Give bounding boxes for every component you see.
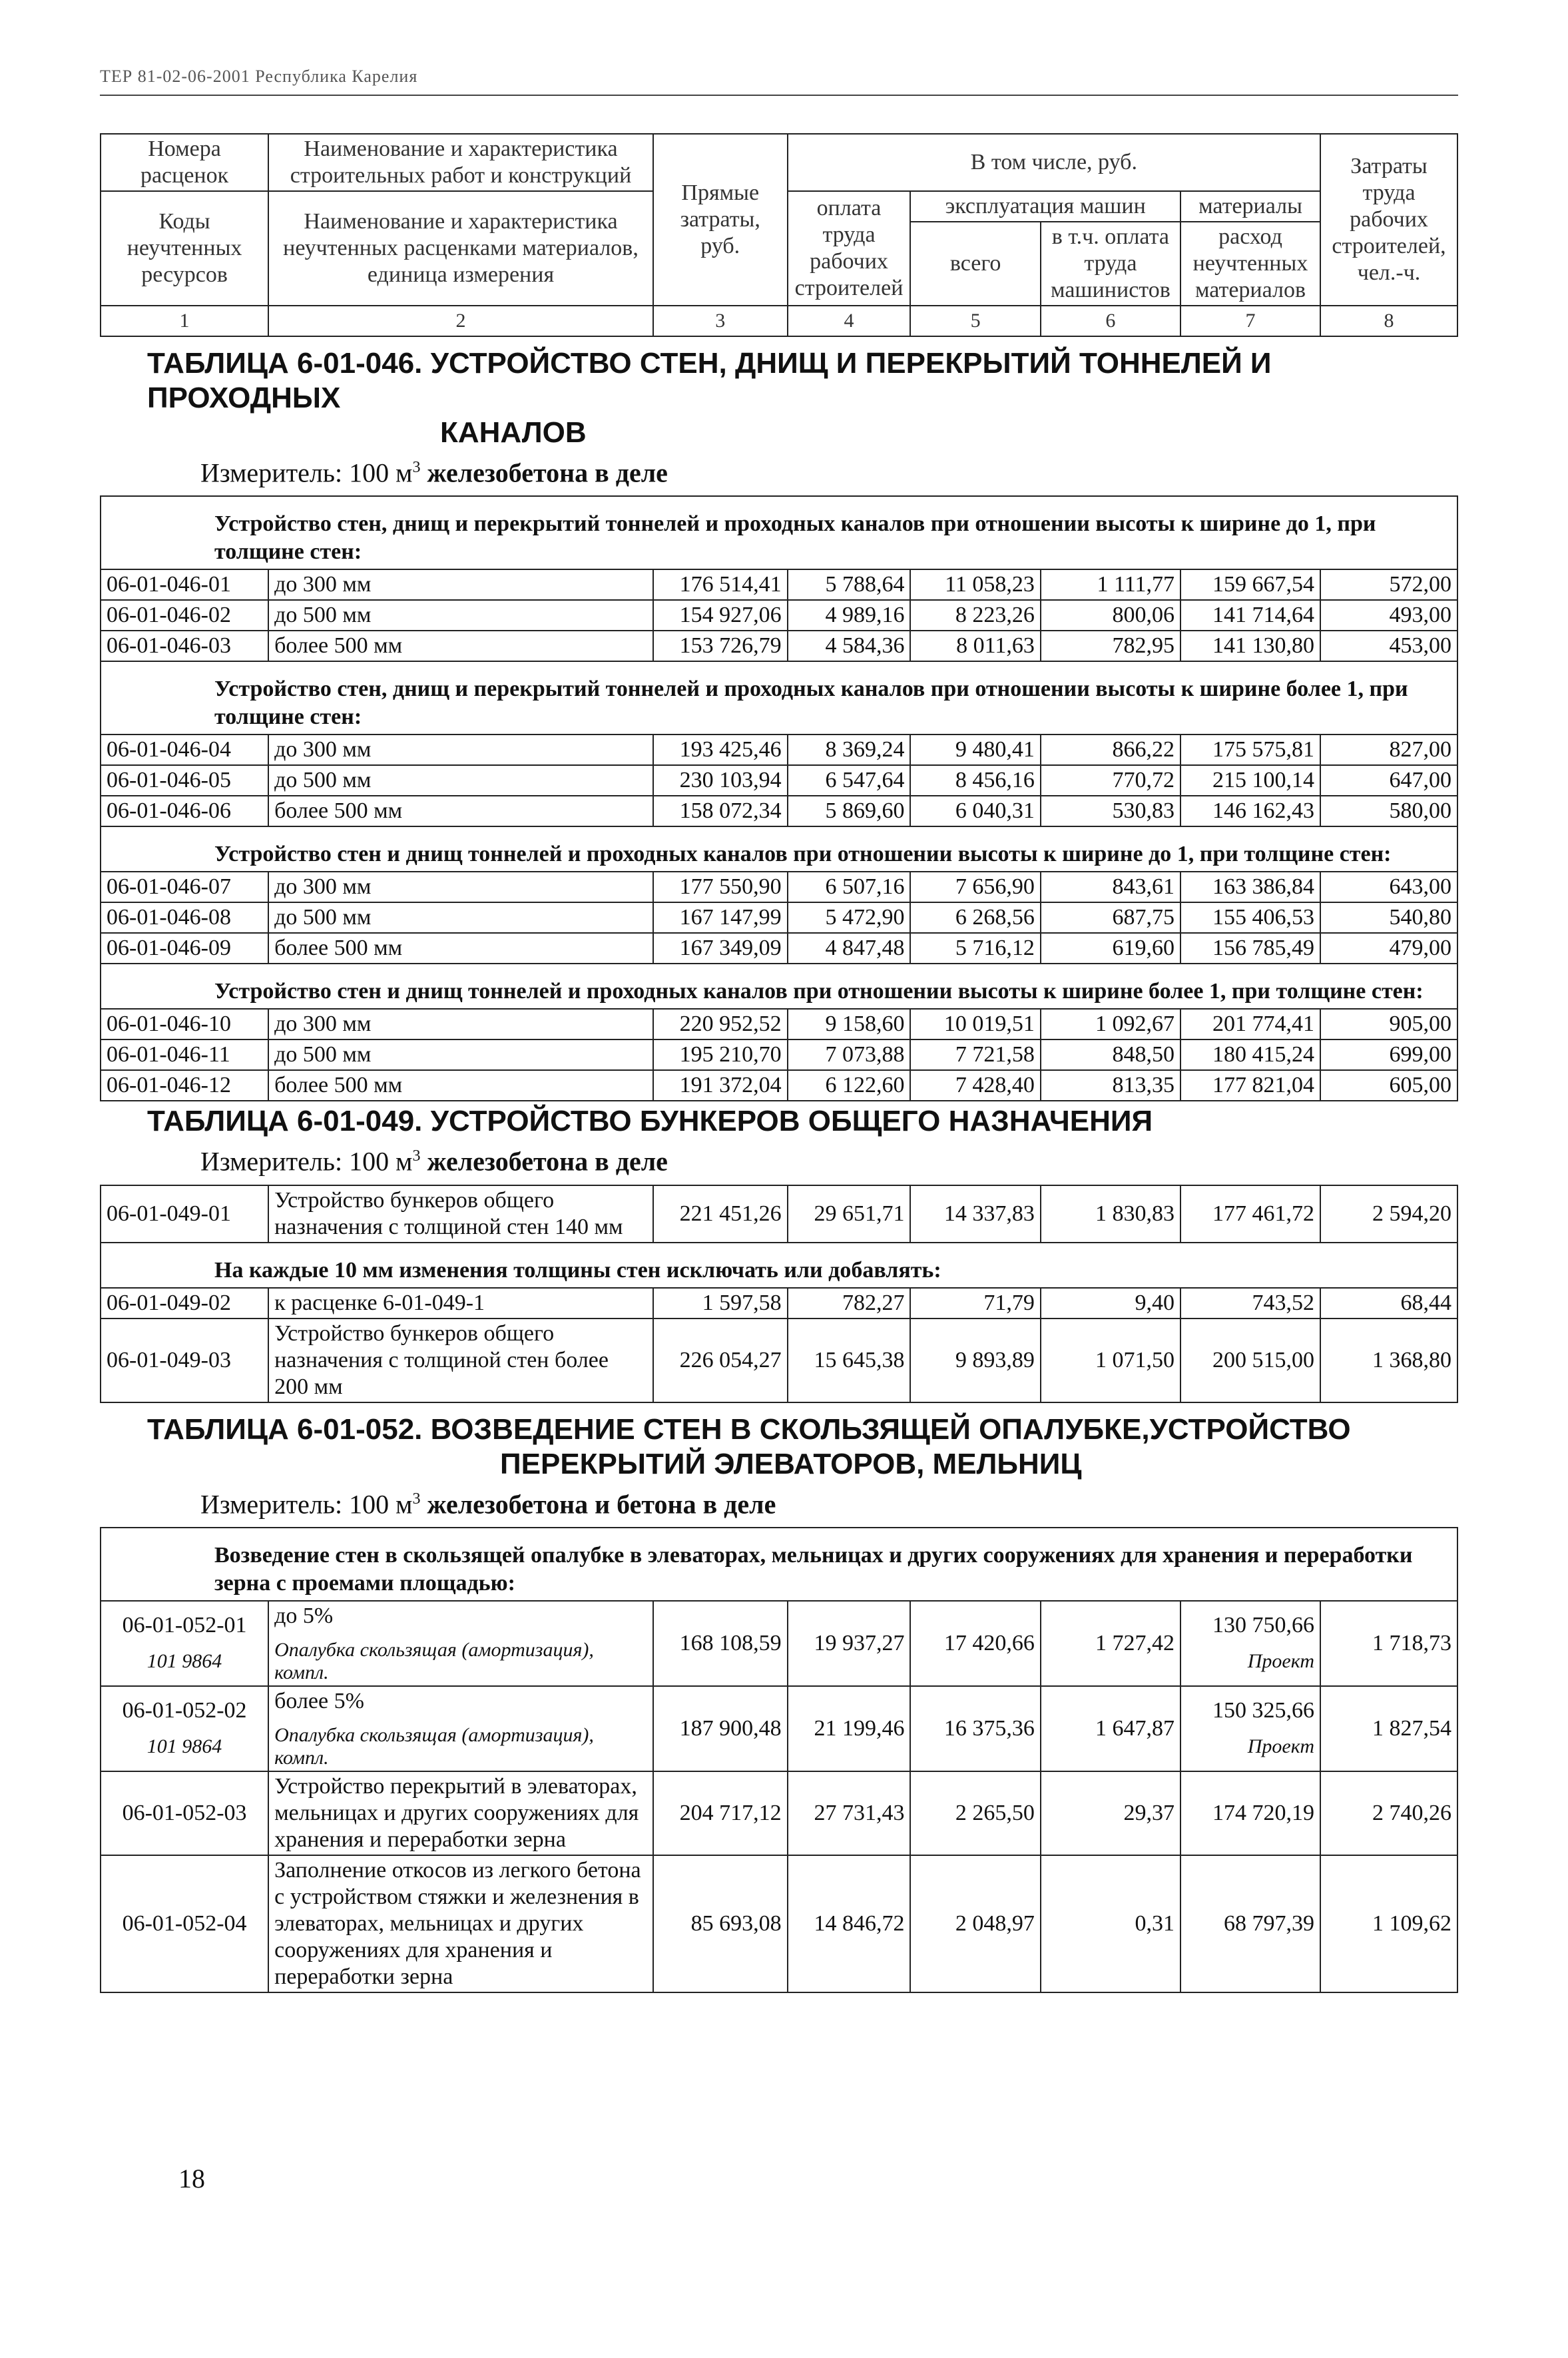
value-cell: 187 900,48	[653, 1686, 788, 1771]
value-cell: 230 103,94	[653, 765, 788, 796]
value-cell: 4 584,36	[788, 631, 911, 661]
unit-prefix: Измеритель: 100 м	[200, 1146, 413, 1177]
table-row	[101, 1070, 1457, 1101]
value-cell: 204 717,12	[653, 1771, 788, 1855]
table-header	[101, 134, 1457, 336]
rate-code: 06-01-049-01	[101, 1185, 268, 1243]
work-name: более 500 мм	[268, 1070, 653, 1101]
value-cell: 2 594,20	[1320, 1185, 1457, 1243]
value-cell: 9 158,60	[788, 1009, 911, 1039]
section-heading-row	[101, 826, 1457, 872]
value-cell: 19 937,27	[788, 1601, 911, 1686]
unit-sup: 3	[412, 1147, 421, 1165]
work-name: до 500 мм	[268, 600, 653, 631]
work-name: более 500 мм	[268, 933, 653, 964]
work-name	[268, 1686, 653, 1771]
table-row	[101, 872, 1457, 902]
header-codes: Номера расценок	[101, 134, 268, 191]
table-title	[101, 1101, 1457, 1139]
header-rule	[100, 95, 1458, 96]
value-cell: 16 375,36	[910, 1686, 1040, 1771]
work-name	[268, 1601, 653, 1686]
value-cell: 226 054,27	[653, 1319, 788, 1402]
value-cell: 453,00	[1320, 631, 1457, 661]
unit-of-measure	[101, 450, 1457, 496]
rate-code	[101, 1686, 268, 1771]
rate-code: 06-01-046-11	[101, 1039, 268, 1070]
value-cell: 29 651,71	[788, 1185, 911, 1243]
header-numbers	[101, 306, 1457, 336]
value-cell: 17 420,66	[910, 1601, 1040, 1686]
value-cell: 141 130,80	[1180, 631, 1320, 661]
unit-sup: 3	[412, 459, 421, 476]
value-cell: 1 597,58	[653, 1288, 788, 1319]
table-title	[101, 336, 1457, 450]
section-heading: На каждые 10 мм изменения толщины стен исключать или добавлять:	[101, 1243, 1457, 1288]
value-cell: 5 788,64	[788, 569, 911, 600]
header-machines-total: всего	[910, 222, 1040, 306]
value-cell: 540,80	[1320, 902, 1457, 933]
value-cell: 7 073,88	[788, 1039, 911, 1070]
value-cell: 68,44	[1320, 1288, 1457, 1319]
rate-code: 06-01-049-03	[101, 1319, 268, 1402]
value-cell: 1 827,54	[1320, 1686, 1457, 1771]
rate-code: 06-01-046-03	[101, 631, 268, 661]
section-heading-row	[101, 661, 1457, 735]
value-cell: 200 515,00	[1180, 1319, 1320, 1402]
rate-code: 06-01-046-02	[101, 600, 268, 631]
work-name: более 500 мм	[268, 796, 653, 826]
table-title-line: ТАБЛИЦА 6-01-046. УСТРОЙСТВО СТЕН, ДНИЩ И ПЕРЕКРЫТИЙ ТОННЕЛЕЙ И ПРОХОДНЫХ	[147, 347, 1272, 414]
value-cell: 9,40	[1041, 1288, 1180, 1319]
rate-code	[101, 1601, 268, 1686]
value-cell: 7 428,40	[910, 1070, 1040, 1101]
value-cell: 193 425,46	[653, 735, 788, 765]
value-cell: 7 656,90	[910, 872, 1040, 902]
work-name-text: Устройство перекрытий в элеваторах, мельницах и других сооружениях для хранения и переработки зерна	[274, 1773, 639, 1852]
value-cell: 177 461,72	[1180, 1185, 1320, 1243]
value-cell: 493,00	[1320, 600, 1457, 631]
value-cell: 770,72	[1041, 765, 1180, 796]
value-cell: 154 927,06	[653, 600, 788, 631]
rate-code: 06-01-046-10	[101, 1009, 268, 1039]
value-cell: 191 372,04	[653, 1070, 788, 1101]
header-direct-costs: Прямые затраты, руб.	[653, 134, 788, 306]
work-name-text: до 5%	[274, 1603, 334, 1628]
col-num: 7	[1180, 306, 1320, 336]
value-cell: 195 210,70	[653, 1039, 788, 1070]
value-cell: 8 369,24	[788, 735, 911, 765]
value-cell: 141 714,64	[1180, 600, 1320, 631]
value-cell: 9 893,89	[910, 1319, 1040, 1402]
running-head: ТЕР 81-02-06-2001 Республика Карелия	[100, 67, 418, 86]
page-number: 18	[178, 2164, 205, 2194]
table-6-01-046	[101, 336, 1457, 1101]
value-cell: 1 092,67	[1041, 1009, 1180, 1039]
rate-code	[101, 1771, 268, 1855]
value-cell: 866,22	[1041, 735, 1180, 765]
value-cell: 479,00	[1320, 933, 1457, 964]
table-row	[101, 796, 1457, 826]
value-cell: 699,00	[1320, 1039, 1457, 1070]
table-row	[101, 1288, 1457, 1319]
value-cell: 905,00	[1320, 1009, 1457, 1039]
value-cell: 643,00	[1320, 872, 1457, 902]
value-cell: 1 368,80	[1320, 1319, 1457, 1402]
value-cell: 158 072,34	[653, 796, 788, 826]
section-heading: Устройство стен и днищ тоннелей и проходных каналов при отношении высоты к ширине до 1, при толщине стен:	[101, 826, 1457, 872]
value-cell: 647,00	[1320, 765, 1457, 796]
value-cell: 1 111,77	[1041, 569, 1180, 600]
value-cell: 5 472,90	[788, 902, 911, 933]
header-wages: оплата труда рабочих строителей	[788, 191, 911, 306]
value-cell: 68 797,39	[1180, 1855, 1320, 1992]
value-cell: 1 071,50	[1041, 1319, 1180, 1402]
table-row	[101, 1185, 1457, 1243]
table-row	[101, 1009, 1457, 1039]
value-cell: 1 718,73	[1320, 1601, 1457, 1686]
value-text: 150 325,66	[1212, 1697, 1315, 1723]
section-heading: Устройство стен и днищ тоннелей и проходных каналов при отношении высоты к ширине более 1, при толщине стен:	[101, 964, 1457, 1009]
value-cell: 1 727,42	[1041, 1601, 1180, 1686]
rate-code: 06-01-046-09	[101, 933, 268, 964]
value-cell: 167 349,09	[653, 933, 788, 964]
value-cell: 800,06	[1041, 600, 1180, 631]
work-name-text: более 5%	[274, 1688, 364, 1713]
header-machinist-wages: в т.ч. оплата труда машинистов	[1041, 222, 1180, 306]
value-cell: 177 550,90	[653, 872, 788, 902]
value-cell: 153 726,79	[653, 631, 788, 661]
section-heading-row	[101, 964, 1457, 1009]
table-row	[101, 1319, 1457, 1402]
work-name-text: Заполнение откосов из легкого бетона с устройством стяжки и железнения в элеваторах, мельницах и других сооружениях для хранения и переработки зерна	[274, 1857, 641, 1989]
rate-code-value: 06-01-052-01	[122, 1612, 247, 1637]
header-machines: эксплуатация машин	[910, 191, 1180, 222]
resource-code: 101 9864	[146, 1649, 222, 1672]
value-cell: 174 720,19	[1180, 1771, 1320, 1855]
value-cell: 782,95	[1041, 631, 1180, 661]
value-cell: 848,50	[1041, 1039, 1180, 1070]
value-cell: 201 774,41	[1180, 1009, 1320, 1039]
value-cell: 7 721,58	[910, 1039, 1040, 1070]
work-name: до 500 мм	[268, 902, 653, 933]
value-cell: 743,52	[1180, 1288, 1320, 1319]
value-cell: 177 821,04	[1180, 1070, 1320, 1101]
table-title-line: ТАБЛИЦА 6-01-052. ВОЗВЕДЕНИЕ СТЕН В СКОЛЬЗЯЩЕЙ ОПАЛУБКЕ,УСТРОЙСТВО	[147, 1412, 1351, 1446]
unit-prefix: Измеритель: 100 м	[200, 457, 413, 488]
table-6-01-049	[101, 1101, 1457, 1402]
rate-code: 06-01-046-05	[101, 765, 268, 796]
value-cell: 29,37	[1041, 1771, 1180, 1855]
unit-of-measure	[101, 1139, 1457, 1185]
project-note: Проект	[1247, 1649, 1315, 1672]
value-cell: 6 268,56	[910, 902, 1040, 933]
col-num: 8	[1320, 306, 1457, 336]
value-cell: 605,00	[1320, 1070, 1457, 1101]
table-title	[101, 1402, 1457, 1482]
rate-code-value: 06-01-052-04	[122, 1911, 247, 1936]
header-resource-codes: Коды неучтенных ресурсов	[101, 191, 268, 306]
value-cell: 175 575,81	[1180, 735, 1320, 765]
value-cell: 180 415,24	[1180, 1039, 1320, 1070]
work-name: до 300 мм	[268, 1009, 653, 1039]
unit-sup: 3	[412, 1490, 421, 1508]
value-cell: 215 100,14	[1180, 765, 1320, 796]
rate-code-value: 06-01-052-02	[122, 1697, 247, 1723]
value-cell: 6 040,31	[910, 796, 1040, 826]
work-name: к расценке 6-01-049-1	[268, 1288, 653, 1319]
value-cell: 14 337,83	[910, 1185, 1040, 1243]
value-cell: 71,79	[910, 1288, 1040, 1319]
rate-code: 06-01-046-04	[101, 735, 268, 765]
table-row	[101, 631, 1457, 661]
table-row	[101, 1771, 1457, 1855]
value-cell: 220 952,52	[653, 1009, 788, 1039]
value-cell: 2 048,97	[910, 1855, 1040, 1992]
table-row	[101, 1039, 1457, 1070]
rate-code: 06-01-046-06	[101, 796, 268, 826]
value-cell: 572,00	[1320, 569, 1457, 600]
value-cell: 827,00	[1320, 735, 1457, 765]
work-name: до 300 мм	[268, 735, 653, 765]
value-cell: 4 989,16	[788, 600, 911, 631]
unit-suffix: железобетона и бетона в деле	[420, 1488, 776, 1519]
work-name	[268, 1771, 653, 1855]
value-cell: 27 731,43	[788, 1771, 911, 1855]
col-num: 6	[1041, 306, 1180, 336]
rate-code: 06-01-046-01	[101, 569, 268, 600]
value-cell: 4 847,48	[788, 933, 911, 964]
rate-code: 06-01-046-08	[101, 902, 268, 933]
material-name: Опалубка скользящая (амортизация), компл.	[274, 1723, 594, 1769]
rate-code-value: 06-01-052-03	[122, 1800, 247, 1825]
table-title-line: КАНАЛОВ	[440, 416, 587, 449]
value-cell: 2 265,50	[910, 1771, 1040, 1855]
header-materials: материалы	[1180, 191, 1320, 222]
header-including: В том числе, руб.	[788, 134, 1320, 191]
table-row	[101, 569, 1457, 600]
value-cell: 156 785,49	[1180, 933, 1320, 964]
section-heading-row	[101, 1528, 1457, 1601]
value-cell: 159 667,54	[1180, 569, 1320, 600]
value-cell: 14 846,72	[788, 1855, 911, 1992]
table-row	[101, 735, 1457, 765]
work-name: до 300 мм	[268, 872, 653, 902]
value-cell: 8 011,63	[910, 631, 1040, 661]
col-num: 3	[653, 306, 788, 336]
rate-code: 06-01-046-12	[101, 1070, 268, 1101]
value-cell: 176 514,41	[653, 569, 788, 600]
value-cell: 168 108,59	[653, 1601, 788, 1686]
unit-prefix: Измеритель: 100 м	[200, 1488, 413, 1519]
value-cell: 6 507,16	[788, 872, 911, 902]
value-cell	[1180, 1686, 1320, 1771]
col-num: 1	[101, 306, 268, 336]
value-cell: 1 109,62	[1320, 1855, 1457, 1992]
section-heading: Устройство стен, днищ и перекрытий тоннелей и проходных каналов при отношении высоты к ширине более 1, при толщине стен:	[101, 661, 1457, 735]
value-cell: 21 199,46	[788, 1686, 911, 1771]
value-cell: 11 058,23	[910, 569, 1040, 600]
header-materials-consumption: расход неучтенных материалов	[1180, 222, 1320, 306]
section-heading-row	[101, 1243, 1457, 1288]
work-name: до 500 мм	[268, 1039, 653, 1070]
col-num: 4	[788, 306, 911, 336]
work-name: до 500 мм	[268, 765, 653, 796]
table-row	[101, 1686, 1457, 1771]
value-cell: 580,00	[1320, 796, 1457, 826]
work-name	[268, 1855, 653, 1992]
work-name: более 500 мм	[268, 631, 653, 661]
resource-code: 101 9864	[146, 1735, 222, 1757]
value-cell: 782,27	[788, 1288, 911, 1319]
value-cell: 146 162,43	[1180, 796, 1320, 826]
value-cell	[1180, 1601, 1320, 1686]
value-cell: 5 716,12	[910, 933, 1040, 964]
work-name: до 300 мм	[268, 569, 653, 600]
value-cell: 15 645,38	[788, 1319, 911, 1402]
value-cell: 163 386,84	[1180, 872, 1320, 902]
value-cell: 1 647,87	[1041, 1686, 1180, 1771]
unit-suffix: железобетона в деле	[420, 457, 668, 488]
work-name: Устройство бункеров общего назначения с толщиной стен более 200 мм	[268, 1319, 653, 1402]
rate-code	[101, 1855, 268, 1992]
value-cell: 843,61	[1041, 872, 1180, 902]
section-heading-row	[101, 496, 1457, 569]
value-cell: 2 740,26	[1320, 1771, 1457, 1855]
price-table-page	[100, 133, 1458, 1993]
table-row	[101, 1855, 1457, 1992]
value-cell: 5 869,60	[788, 796, 911, 826]
unit-suffix: железобетона в деле	[420, 1146, 668, 1177]
table-row	[101, 600, 1457, 631]
table-6-01-052	[101, 1402, 1457, 1992]
material-name: Опалубка скользящая (амортизация), компл.	[274, 1638, 594, 1683]
col-num: 5	[910, 306, 1040, 336]
table-row	[101, 933, 1457, 964]
value-cell: 8 456,16	[910, 765, 1040, 796]
table-title-line: ТАБЛИЦА 6-01-049. УСТРОЙСТВО БУНКЕРОВ ОБЩЕГО НАЗНАЧЕНИЯ	[147, 1105, 1153, 1138]
col-num: 2	[268, 306, 653, 336]
rate-code: 06-01-049-02	[101, 1288, 268, 1319]
value-text: 130 750,66	[1212, 1612, 1315, 1637]
table-title-line: ПЕРЕКРЫТИЙ ЭЛЕВАТОРОВ, МЕЛЬНИЦ	[500, 1447, 1082, 1480]
table-row	[101, 902, 1457, 933]
unit-of-measure	[101, 1482, 1457, 1528]
section-heading: Возведение стен в скользящей опалубке в элеваторах, мельницах и других сооружениях для хранения и переработки зерна с проемами площадью:	[101, 1528, 1457, 1601]
value-cell: 687,75	[1041, 902, 1180, 933]
value-cell: 8 223,26	[910, 600, 1040, 631]
work-name: Устройство бункеров общего назначения с толщиной стен 140 мм	[268, 1185, 653, 1243]
rate-code: 06-01-046-07	[101, 872, 268, 902]
table-row	[101, 1601, 1457, 1686]
value-cell: 10 019,51	[910, 1009, 1040, 1039]
value-cell: 1 830,83	[1041, 1185, 1180, 1243]
value-cell: 221 451,26	[653, 1185, 788, 1243]
section-heading: Устройство стен, днищ и перекрытий тоннелей и проходных каналов при отношении высоты к ширине до 1, при толщине стен:	[101, 496, 1457, 569]
table-row	[101, 765, 1457, 796]
value-cell: 167 147,99	[653, 902, 788, 933]
value-cell: 6 122,60	[788, 1070, 911, 1101]
header-material-name: Наименование и характеристика неучтенных расценками материалов, единица измерения	[268, 191, 653, 306]
price-table	[100, 133, 1458, 1993]
project-note: Проект	[1247, 1735, 1315, 1757]
header-labor: Затраты труда рабочих строителей, чел.-ч.	[1320, 134, 1457, 306]
value-cell: 9 480,41	[910, 735, 1040, 765]
value-cell: 85 693,08	[653, 1855, 788, 1992]
header-work-name: Наименование и характеристика строительных работ и конструкций	[268, 134, 653, 191]
value-cell: 0,31	[1041, 1855, 1180, 1992]
value-cell: 530,83	[1041, 796, 1180, 826]
value-cell: 155 406,53	[1180, 902, 1320, 933]
value-cell: 6 547,64	[788, 765, 911, 796]
value-cell: 619,60	[1041, 933, 1180, 964]
value-cell: 813,35	[1041, 1070, 1180, 1101]
